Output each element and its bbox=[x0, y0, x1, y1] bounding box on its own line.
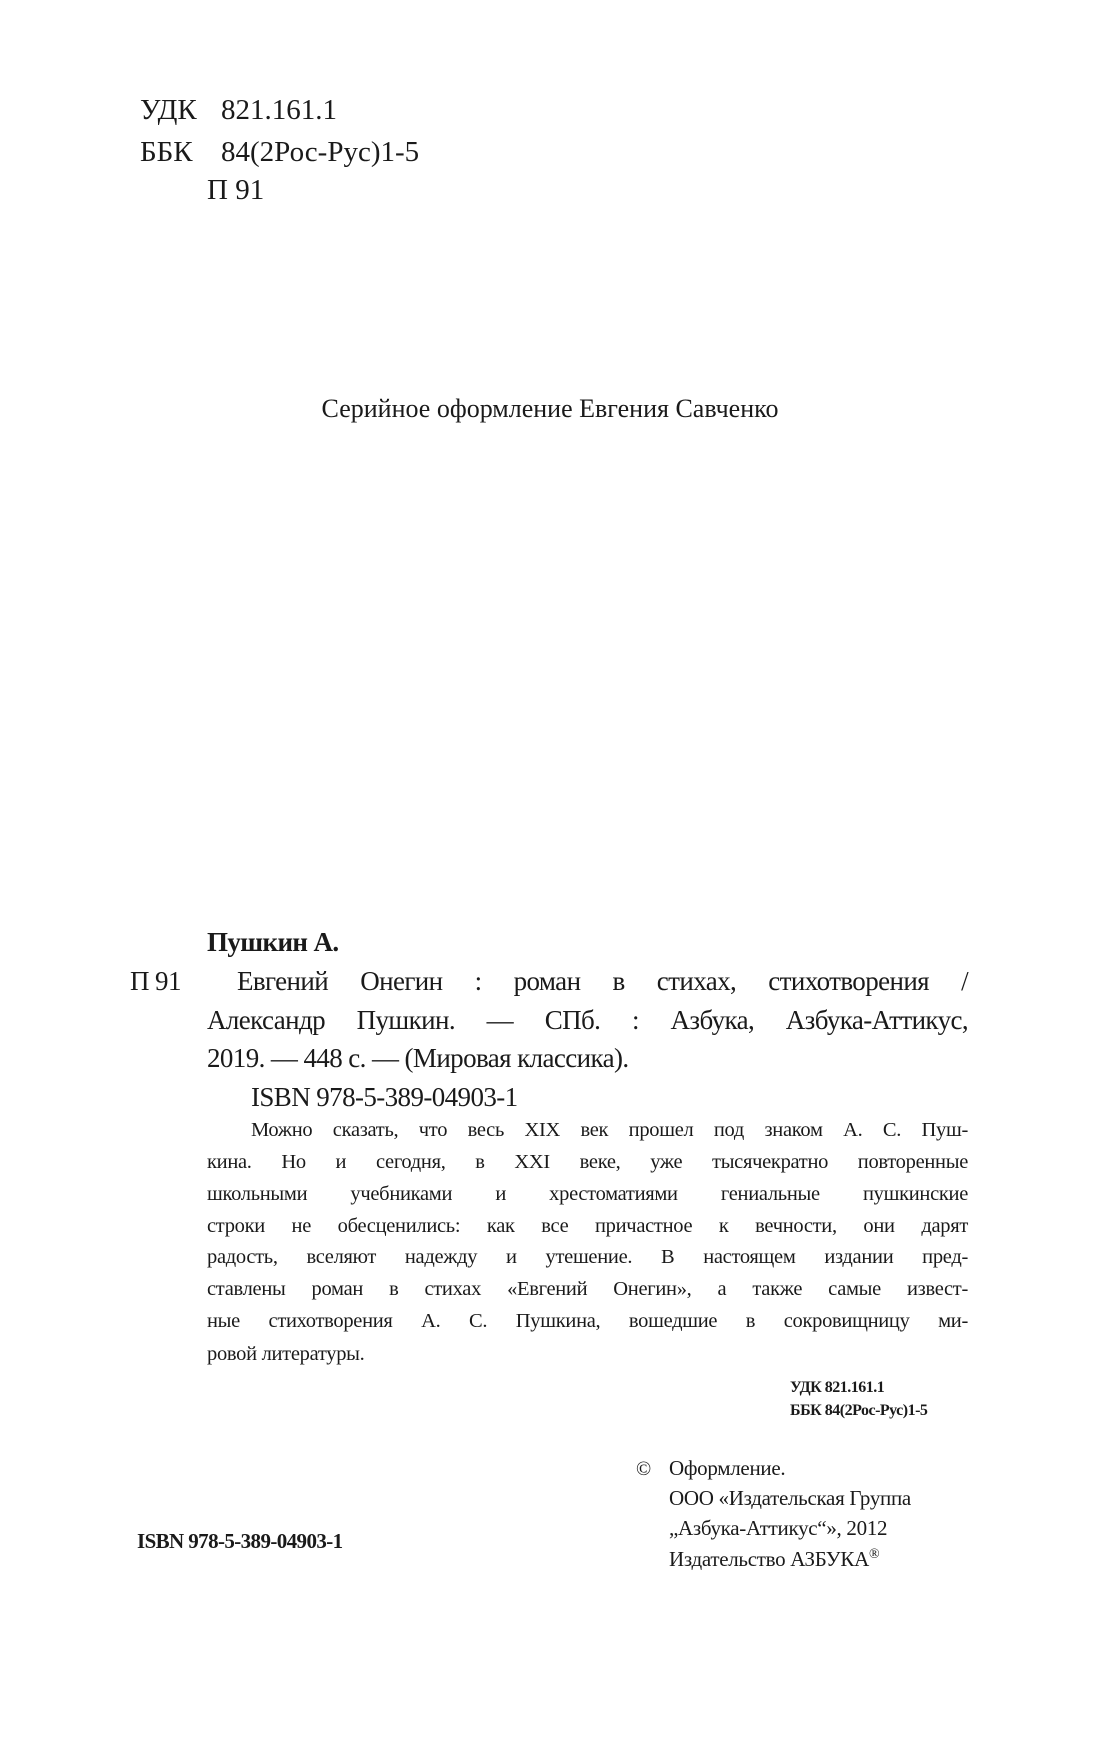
author-mark: П 91 bbox=[207, 174, 265, 206]
copyright-line: „Азбука-Аттикус“», 2012 bbox=[669, 1516, 888, 1540]
publisher-name: Издательство АЗБУКА bbox=[669, 1547, 869, 1571]
catalog-line: 2019. — 448 с. — (Мировая классика). bbox=[207, 1043, 629, 1073]
catalog-line: Александр Пушкин. — СПб. : Азбука, Азбука-Аттикус, bbox=[207, 1005, 968, 1035]
udk-label: УДК bbox=[140, 94, 197, 126]
footer-isbn: ISBN 978-5-389-04903-1 bbox=[137, 1529, 343, 1553]
annotation-line: радость, вселяют надежду и утешение. В настоящем издании пред- bbox=[207, 1246, 968, 1268]
annotation-line: кина. Но и сегодня, в XXI веке, уже тысячекратно повторенные bbox=[207, 1151, 968, 1173]
catalog-udk: УДК 821.161.1 bbox=[790, 1379, 885, 1396]
copyright-line: ООО «Издательская Группа bbox=[669, 1486, 911, 1510]
registered-mark-icon: ® bbox=[868, 1547, 880, 1562]
design-credit: Серийное оформление Евгения Савченко bbox=[321, 394, 779, 423]
annotation-line: Можно сказать, что весь XIX век прошел под знаком А. С. Пуш- bbox=[251, 1119, 968, 1141]
copyright-line: Оформление. bbox=[669, 1456, 786, 1480]
udk-value: 821.161.1 bbox=[221, 94, 337, 126]
catalog-author-mark: П 91 bbox=[130, 966, 181, 996]
bbk-value: 84(2Рос-Рус)1-5 bbox=[221, 136, 420, 168]
catalog-line: Евгений Онегин : роман в стихах, стихотворения / bbox=[237, 966, 968, 996]
annotation-line: школьными учебниками и хрестоматиями гениальные пушкинские bbox=[207, 1183, 968, 1205]
annotation-line: ровой литературы. bbox=[207, 1343, 365, 1365]
catalog-bbk: ББК 84(2Рос-Рус)1-5 bbox=[790, 1402, 928, 1419]
annotation-line: строки не обесценились: как все причастное к вечности, они дарят bbox=[207, 1215, 968, 1237]
author-heading: Пушкин А. bbox=[207, 927, 339, 957]
catalog-isbn: ISBN 978-5-389-04903-1 bbox=[251, 1082, 518, 1112]
copyright-line-publisher bbox=[669, 1548, 879, 1570]
bbk-label: ББК bbox=[140, 136, 193, 168]
copyright-icon: © bbox=[636, 1458, 652, 1480]
annotation-line: ные стихотворения А. С. Пушкина, вошедшие в сокровищницу ми- bbox=[207, 1310, 968, 1332]
annotation-line: ставлены роман в стихах «Евгений Онегин», а также самые извест- bbox=[207, 1278, 968, 1300]
